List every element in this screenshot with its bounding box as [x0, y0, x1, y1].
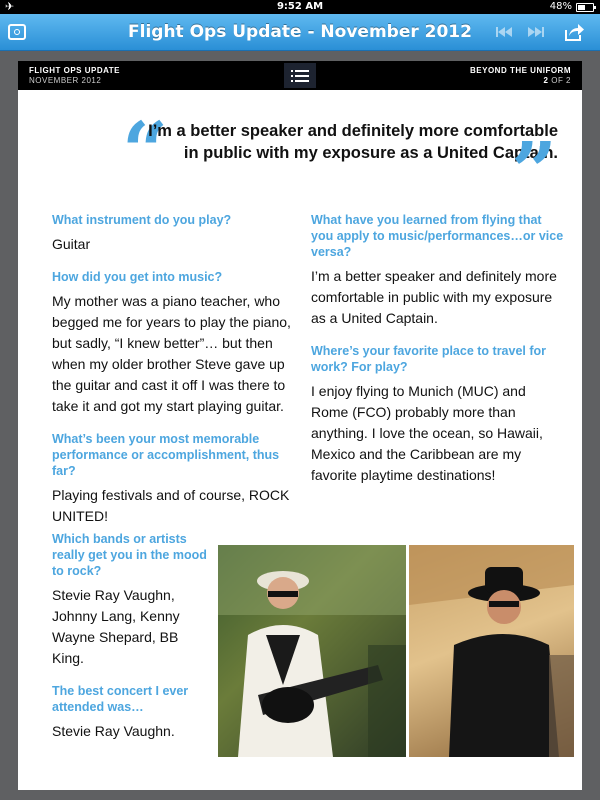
question: Which bands or artists really get you in the mood to rock? — [52, 532, 207, 578]
question: What have you learned from flying that you apply to music/performances…or vice versa? — [311, 213, 564, 259]
question: What’s been your most memorable performance or accomplishment, thus far? — [52, 432, 280, 478]
battery-icon — [576, 3, 594, 12]
pull-quote: I’m a better speaker and definitely more comfortable in public with my exposure as a United Captain. — [148, 122, 558, 162]
photo-guitarist-portrait — [409, 545, 574, 757]
answer: Guitar — [52, 236, 91, 252]
current-page: 2 — [543, 76, 549, 85]
page-total: OF 2 — [551, 76, 571, 85]
airplane-mode-icon: ✈ — [5, 0, 15, 13]
status-bar — [0, 0, 600, 14]
share-icon[interactable] — [563, 21, 585, 43]
page-indicator — [470, 76, 571, 86]
photo-guitarist-performing — [218, 545, 406, 757]
answer: Stevie Ray Vaughn, Johnny Lang, Kenny Wayne Shepard, BB King. — [52, 587, 180, 666]
question: What instrument do you play? — [52, 213, 232, 227]
question: Where’s your favorite place to travel for work? For play? — [311, 344, 547, 374]
question: The best concert I ever attended was… — [52, 684, 189, 714]
issue-title: Flight Ops Update - November 2012 — [128, 22, 472, 42]
publication-name: FLIGHT OPS UPDATE — [29, 66, 121, 75]
previous-page-icon[interactable] — [493, 21, 515, 43]
qa-column-left-bottom — [52, 531, 212, 756]
page-header — [18, 61, 582, 90]
qa-column-left — [52, 212, 292, 541]
next-page-icon[interactable] — [525, 21, 547, 43]
app-toolbar — [0, 14, 600, 51]
question: How did you get into music? — [52, 270, 223, 284]
answer: I’m a better speaker and definitely more comfortable in public with my exposure as a United Captain. — [311, 268, 557, 326]
battery-percentage: 48% — [549, 1, 572, 12]
status-time: 9:52 AM — [276, 1, 324, 12]
section-name: BEYOND THE UNIFORM — [470, 66, 571, 75]
table-of-contents-icon[interactable] — [284, 63, 316, 88]
article-page — [18, 61, 582, 790]
answer: My mother was a piano teacher, who begged me for years to play the piano, but sadly, “I knew better”… but then when my older brother Steve gave up the guitar and cast it off I was there to take it and got my start playing guitar. — [52, 293, 291, 414]
answer: Stevie Ray Vaughn. — [52, 723, 175, 739]
publication-date: NOVEMBER 2012 — [29, 76, 102, 85]
qa-column-right — [311, 212, 565, 500]
answer: I enjoy flying to Munich (MUC) and Rome (FCO) probably more than anything. I love the ocean, so Hawaii, Mexico and the Caribbean are my favorite playtime destinations! — [311, 383, 543, 483]
close-quote-icon: ” — [511, 124, 558, 218]
battery-level-fill — [578, 5, 585, 10]
answer: Playing festivals and of course, ROCK UNITED! — [52, 487, 290, 524]
open-quote-icon: “ — [122, 104, 169, 198]
